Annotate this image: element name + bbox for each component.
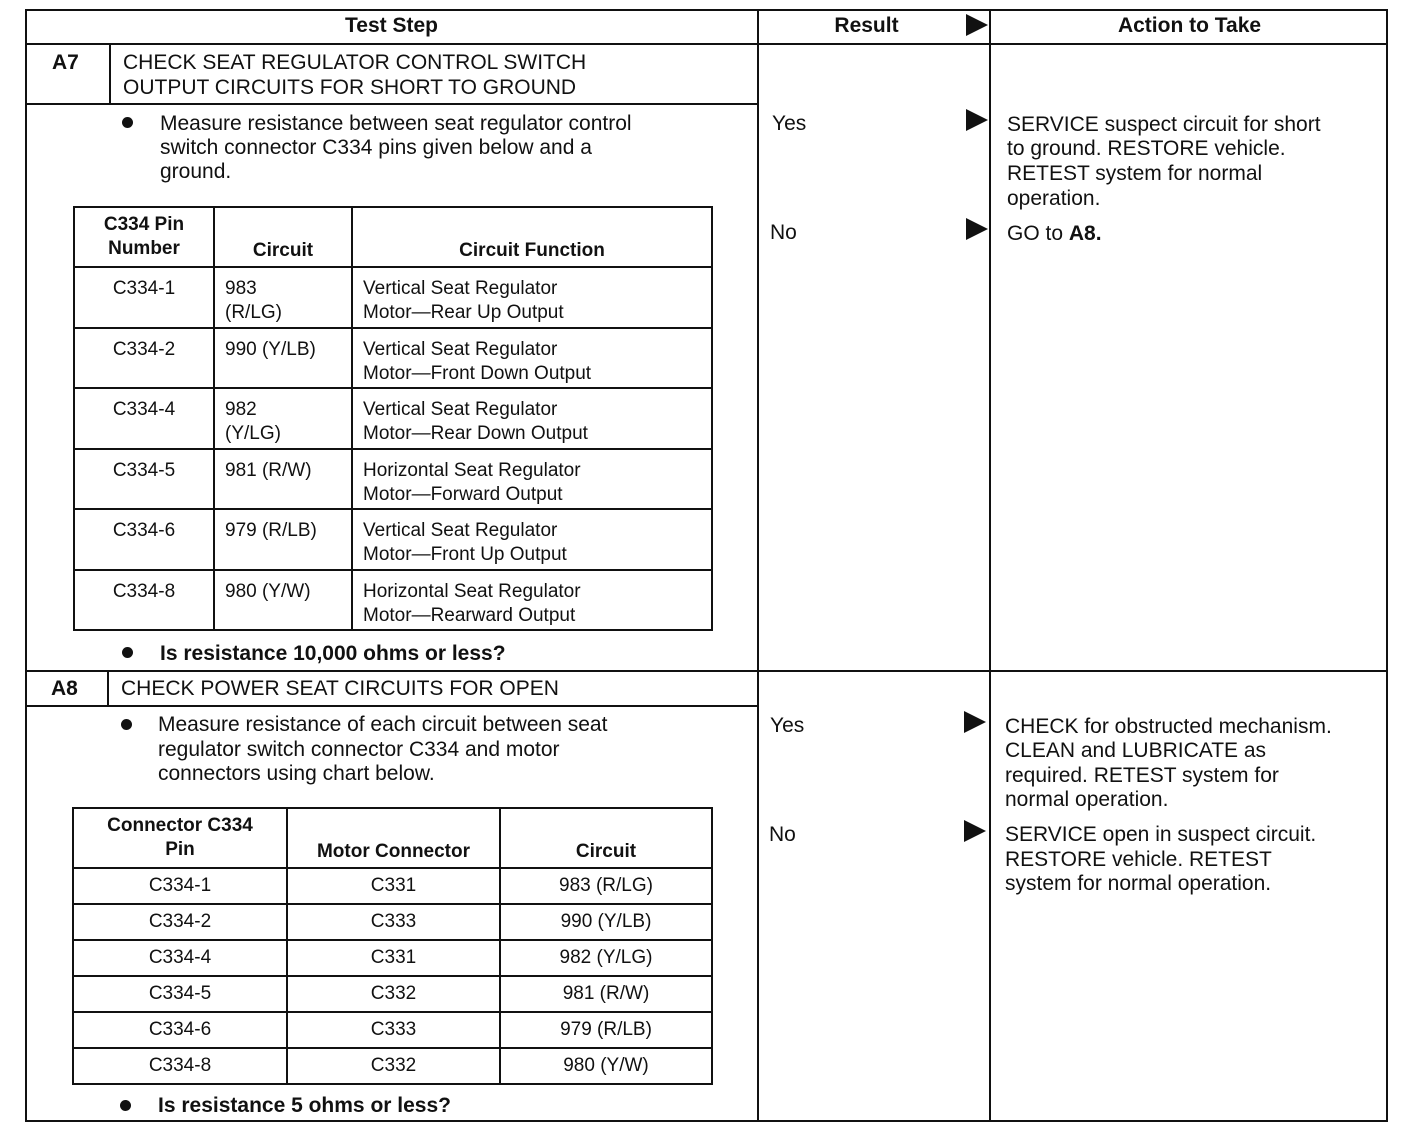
a8-pin-cell: C334-5 [73, 976, 287, 1012]
a8-yes-action-line4: normal operation. [1005, 788, 1169, 811]
a8-motor-cell: C331 [287, 940, 500, 976]
a8-result-no: No [769, 823, 796, 846]
table-row [73, 1048, 712, 1084]
result-arrow-icon [966, 14, 988, 36]
a8-col-pin-header [73, 808, 287, 868]
a8-no-action-line2: RESTORE vehicle. RETEST [1005, 848, 1272, 871]
a7-function-line1: Horizontal Seat Regulator [363, 459, 581, 481]
a7-function-line1: Vertical Seat Regulator [363, 520, 558, 542]
a7-question-bullet-icon [122, 647, 133, 658]
a7-pin-cell: C334-5 [74, 449, 214, 509]
a7-circuit-cell [214, 328, 352, 388]
a7-pin-cell: C334-4 [74, 388, 214, 448]
table-row [73, 1012, 712, 1048]
a8-motor-cell: C332 [287, 1048, 500, 1084]
a8-title: CHECK POWER SEAT CIRCUITS FOR OPEN [121, 677, 559, 700]
a7-question: Is resistance 10,000 ohms or less? [160, 642, 506, 665]
a7-col-pin-header-line1: C334 Pin [103, 214, 185, 236]
a7-circuit-line1: 979 (R/LB) [225, 520, 317, 542]
a7-circuit-line2: (R/LG) [225, 302, 282, 324]
header-test-step: Test Step [345, 14, 438, 37]
a7-col-circuit-header: Circuit [214, 207, 352, 267]
a8-instruction-line3: connectors using chart below. [158, 762, 435, 785]
a7-yes-arrow-icon [966, 109, 988, 131]
a7-yes-action-line2: to ground. RESTORE vehicle. [1007, 137, 1286, 160]
a7-function-line1: Horizontal Seat Regulator [363, 580, 581, 602]
a8-col-motor-header: Motor Connector [287, 808, 500, 868]
table-row [74, 509, 712, 569]
a7-circuit-cell [214, 267, 352, 327]
a8-no-arrow-icon [964, 820, 986, 842]
a7-title-line1: CHECK SEAT REGULATOR CONTROL SWITCH [123, 51, 587, 74]
a7-circuit-line1: 981 (R/W) [225, 459, 312, 481]
a8-no-action-line1: SERVICE open in suspect circuit. [1005, 823, 1317, 846]
a7-instruction-line2: switch connector C334 pins given below and a [160, 136, 592, 159]
header-divider [25, 43, 1388, 45]
a7-title-divider [25, 103, 758, 105]
a7-circuit-cell [214, 509, 352, 569]
a7-circuit-line1: 982 [225, 399, 257, 421]
a8-question-bullet-icon [120, 1100, 131, 1111]
a7-instruction-line3: ground. [160, 160, 232, 183]
a7-function-cell [352, 328, 712, 388]
a7-yes-action-line4: operation. [1007, 187, 1101, 210]
a7-function-line2: Motor—Front Down Output [363, 362, 592, 384]
a7-function-line2: Motor—Forward Output [363, 483, 563, 505]
a8-circuit-cell: 980 (Y/W) [500, 1048, 712, 1084]
a8-pin-cell: C334-2 [73, 904, 287, 940]
a7-circuit-line2: (Y/LG) [225, 423, 281, 445]
a8-circuit-cell: 990 (Y/LB) [500, 904, 712, 940]
a8-id-divider [107, 670, 109, 707]
a7-no-action-target: A8. [1068, 222, 1102, 245]
a8-circuit-cell: 982 (Y/LG) [500, 940, 712, 976]
a8-yes-action-line3: required. RETEST system for [1005, 764, 1279, 787]
a8-pin-cell: C334-6 [73, 1012, 287, 1048]
a7-no-action [1007, 221, 1102, 246]
a7-no-arrow-icon [966, 218, 988, 240]
a7-function-cell [352, 267, 712, 327]
a8-motor-cell: C333 [287, 904, 500, 940]
a7-pin-cell: C334-6 [74, 509, 214, 569]
a8-yes-action-line1: CHECK for obstructed mechanism. [1005, 715, 1332, 738]
a7-function-cell [352, 449, 712, 509]
a8-motor-cell: C333 [287, 1012, 500, 1048]
column-divider-result [757, 9, 759, 1122]
a8-pin-cell: C334-1 [73, 868, 287, 904]
a7-function-line2: Motor—Rear Down Output [363, 423, 588, 445]
a8-instruction-line2: regulator switch connector C334 and motor [158, 738, 560, 761]
a7-pin-cell: C334-1 [74, 267, 214, 327]
table-row [74, 267, 712, 327]
column-divider-action [989, 9, 991, 1122]
a8-table-header-row [73, 808, 712, 868]
a8-circuit-cell: 981 (R/W) [500, 976, 712, 1012]
a8-motor-cell: C332 [287, 976, 500, 1012]
a7-function-cell [352, 509, 712, 569]
a7-pin-table [73, 206, 713, 631]
a7-title-line2: OUTPUT CIRCUITS FOR SHORT TO GROUND [123, 76, 577, 99]
a8-motor-cell: C331 [287, 868, 500, 904]
a8-yes-arrow-icon [964, 711, 986, 733]
a7-step-id: A7 [52, 51, 79, 74]
a8-col-pin-header-line1: Connector C334 [107, 815, 253, 836]
a7-circuit-line1: 990 (Y/LB) [225, 338, 316, 360]
a7-function-line1: Vertical Seat Regulator [363, 278, 558, 300]
table-row [74, 570, 712, 630]
a7-function-line2: Motor—Front Up Output [363, 544, 567, 566]
a8-col-pin-header-line2: Pin [165, 839, 195, 860]
a7-function-line2: Motor—Rearward Output [363, 604, 576, 626]
table-row [74, 328, 712, 388]
table-row [73, 940, 712, 976]
a8-circuit-cell: 979 (R/LB) [500, 1012, 712, 1048]
header-action: Action to Take [1117, 14, 1262, 37]
a7-circuit-line1: 983 [225, 278, 257, 300]
a7-yes-action-line1: SERVICE suspect circuit for short [1007, 113, 1321, 136]
table-row [74, 388, 712, 448]
a8-no-action-line3: system for normal operation. [1005, 872, 1272, 895]
a7-circuit-cell [214, 388, 352, 448]
header-result: Result [834, 14, 899, 37]
a7-col-function-header: Circuit Function [352, 207, 712, 267]
a7-yes-action-line3: RETEST system for normal [1007, 162, 1263, 185]
a7-pin-cell: C334-2 [74, 328, 214, 388]
a7-no-action-prefix: GO to [1007, 222, 1069, 245]
a7-table-header-row [74, 207, 712, 267]
a7-col-pin-header [74, 207, 214, 267]
a7-function-cell [352, 388, 712, 448]
a7-bullet-icon [122, 117, 133, 128]
a7-circuit-cell [214, 570, 352, 630]
a8-pin-cell: C334-8 [73, 1048, 287, 1084]
a8-step-id: A8 [51, 677, 78, 700]
a7-id-divider [109, 43, 111, 105]
a7-result-yes: Yes [772, 112, 807, 135]
a8-bullet-icon [121, 719, 132, 730]
a8-col-circuit-header: Circuit [500, 808, 712, 868]
a7-function-cell [352, 570, 712, 630]
a7-instruction-line1: Measure resistance between seat regulator control [160, 112, 632, 135]
a8-pin-cell: C334-4 [73, 940, 287, 976]
a7-function-line2: Motor—Rear Up Output [363, 302, 564, 324]
a8-instruction-line1: Measure resistance of each circuit between seat [158, 713, 608, 736]
a8-circuit-cell: 983 (R/LG) [500, 868, 712, 904]
a7-circuit-line1: 980 (Y/W) [225, 580, 311, 602]
table-row [73, 976, 712, 1012]
a7-result-no: No [770, 221, 797, 244]
a7-col-pin-header-line2: Number [108, 238, 180, 260]
table-row [73, 904, 712, 940]
table-row [73, 868, 712, 904]
a8-result-yes: Yes [770, 714, 805, 737]
a7-a8-divider [25, 670, 1388, 672]
a7-pin-cell: C334-8 [74, 570, 214, 630]
a7-function-line1: Vertical Seat Regulator [363, 399, 558, 421]
a8-circuit-table [72, 807, 713, 1085]
a7-function-line1: Vertical Seat Regulator [363, 338, 558, 360]
a8-yes-action-line2: CLEAN and LUBRICATE as [1005, 739, 1267, 762]
a8-title-divider [25, 705, 758, 707]
a7-circuit-cell [214, 449, 352, 509]
table-row [74, 449, 712, 509]
a8-question: Is resistance 5 ohms or less? [158, 1094, 451, 1117]
